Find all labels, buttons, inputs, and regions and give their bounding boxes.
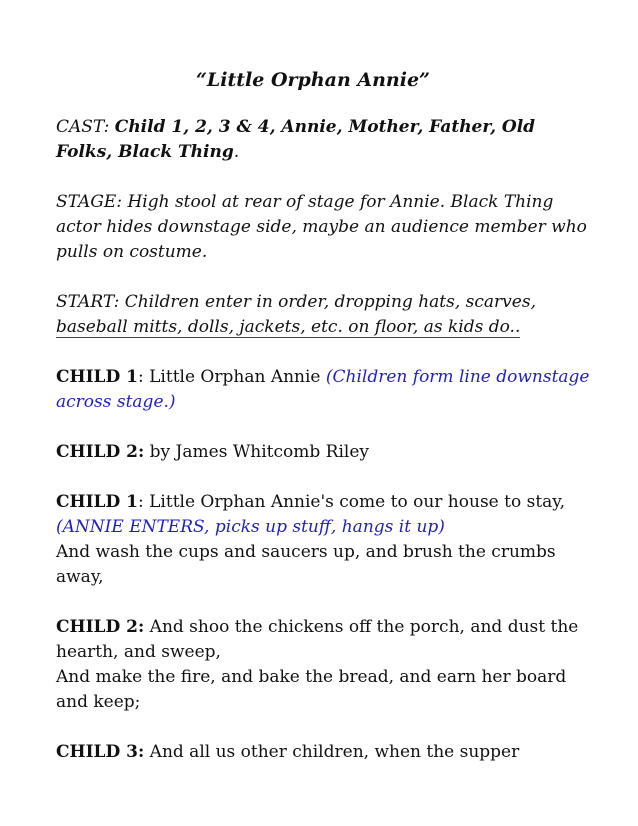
speaker-label: CHILD 1 [56, 492, 138, 512]
dialogue-text: And all us other children, when the supper [144, 742, 520, 762]
dialogue-text: by James Whitcomb Riley [144, 442, 370, 462]
dialogue-child3-a [56, 740, 596, 765]
stage-direction: (ANNIE ENTERS, picks up stuff, hangs it up) [56, 517, 445, 537]
cast-end: . [233, 142, 240, 162]
dialogue-child2-b [56, 615, 596, 715]
stage-direction: (Children form line downstage across stage.) [56, 367, 590, 412]
speaker-label: CHILD 2: [56, 617, 145, 637]
cast-names: Child 1, 2, 3 & 4, Annie, Mother, Father, Old Folks, Black Thing [56, 117, 536, 162]
start-line-2: baseball mitts, dolls, jackets, etc. on floor, as kids do.. [56, 317, 521, 337]
speaker-label: CHILD 3: [56, 742, 145, 762]
dialogue-child1-a [56, 365, 596, 415]
start-line-1: START: Children enter in order, dropping hats, scarves, [56, 292, 536, 312]
dialogue-child1-b [56, 490, 596, 590]
cast-paragraph [56, 115, 596, 165]
speaker-separator: : [138, 492, 150, 512]
speaker-label: CHILD 2: [56, 442, 145, 462]
stage-paragraph: STAGE: High stool at rear of stage for Annie. Black Thing actor hides downstage side, maybe an audience member who pulls on costume. [56, 192, 587, 262]
dialogue-text: And shoo the chickens off the porch, and dust the hearth, and sweep, [56, 617, 579, 662]
speaker-label: CHILD 1 [56, 367, 138, 387]
dialogue-text: Little Orphan Annie's come to our house to stay, [149, 492, 566, 512]
dialogue-child2-a [56, 440, 596, 465]
page-title: “Little Orphan Annie” [196, 69, 430, 91]
speaker-separator: : [138, 367, 150, 387]
start-paragraph [56, 290, 596, 340]
dialogue-text: Little Orphan Annie [149, 367, 326, 387]
dialogue-text: And make the fire, and bake the bread, and earn her board and keep; [56, 667, 567, 712]
script-page [56, 68, 596, 790]
dialogue-text: And wash the cups and saucers up, and brush the crumbs away, [56, 542, 556, 587]
cast-label: CAST: [56, 117, 115, 137]
